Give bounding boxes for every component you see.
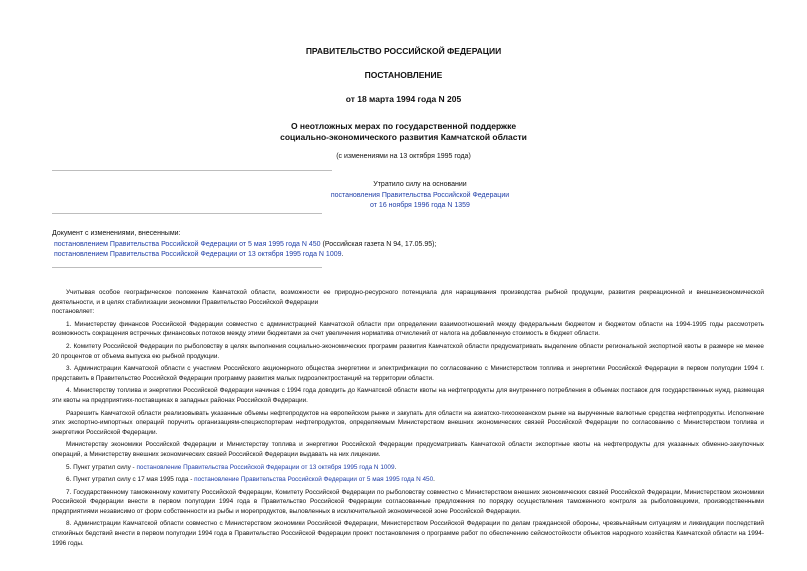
amendments-block — [52, 229, 752, 261]
paragraph-6-link[interactable]: постановление Правительства Российской Федерации от 5 мая 1995 года N 450 — [194, 476, 434, 484]
lost-force-link-line2[interactable]: от 16 ноября 1996 года N 1359 — [370, 202, 470, 209]
government-name: ПРАВИТЕЛЬСТВО РОССИЙСКОЙ ФЕДЕРАЦИИ — [305, 46, 502, 56]
paragraph-6-end: . — [433, 476, 435, 484]
paragraph-5-link[interactable]: постановление Правительства Российской Федерации от 13 октября 1995 года N 1009 — [136, 463, 395, 471]
amendment-item-source: (Российская газета N 94, 17.05.95); — [320, 240, 437, 248]
paragraph-3: 3. Администрации Камчатской области с участием Российского акционерного общества энергетики и электрификации по согласованию с Министерством топлива и энергетики Российской Федерации в первом полугодии 1994 г. представить в Правительство Российской Федерации программу развития малых гидроэлектростанций на территории области. — [52, 365, 764, 382]
paragraph-4-part-3: Министерству экономики Российской Федерации и Министерству топлива и энергетики Российской Федерации предусматривать Камчатской области экспортные квоты на нефтепродукты для указанных обменно-закупочных операций, а Министерству внешних экономических связей Российской Федерации выдавать на них лицензии. — [52, 441, 764, 458]
paragraph-2: 2. Комитету Российской Федерации по рыболовству в целях выполнения социально-экономических программ развития Камчатской области предусматривать выделение области региональной экспортной квоты в размере не менее 20 процентов от объема выпуска ею рыбной продукции. — [52, 342, 764, 360]
paragraph-5-end: . — [394, 463, 397, 471]
document-date-number: от 18 марта 1994 года N 205 — [345, 94, 462, 104]
paragraph-5-text: 5. Пункт утратил силу - — [66, 463, 137, 471]
document-body — [52, 288, 764, 548]
paragraph-1: 1. Министерству финансов Российской Федерации совместно с администрацией Камчатской области при определении взаимоотношений между федеральным бюджетом и бюджетом области на 1994-1995 годы рассмотреть возможность сокращения встречных финансовых потоков между этими бюджетами за счет увеличения норматива отчислений от налога на добавленную стоимость в бюджет области. — [52, 320, 764, 338]
amendment-link-1009[interactable]: постановлением Правительства Российской Федерации от 13 октября 1995 года N 1009 — [54, 251, 342, 258]
amendment-item-end: . — [341, 251, 344, 258]
amendment-item — [52, 240, 752, 251]
paragraph-6 — [52, 475, 764, 485]
amendment-link-450[interactable]: постановлением Правительства Российской Федерации от 5 мая 1995 года N 450 — [54, 240, 321, 248]
lost-force-link[interactable] — [330, 191, 510, 212]
paragraph-8: 8. Администрации Камчатской области совместно с Министерством экономики Российской Федерации, Министерством Российской Федерации по делам гражданской обороны, чрезвычайным ситуациям и ликвидации последствий стихийных бедствий внести в первом полугодии 1994 года в Правительство Российской Федерации проект постановления о программе работ по обеспечению сейсмостойкости объектов народного хозяйства Камчатской области на 1994-1996 годы. — [52, 520, 764, 547]
document-title — [0, 121, 807, 143]
document-type: ПОСТАНОВЛЕНИЕ — [364, 70, 443, 80]
lost-force-text: Утратило силу на основании — [373, 181, 467, 188]
document-title-line2: социально-экономического развития Камчатской области — [280, 132, 527, 142]
document-title-line1: О неотложных мерах по государственной поддержке — [290, 121, 517, 131]
decrees-word: постановляет: — [52, 308, 95, 316]
lost-force-note — [330, 180, 510, 212]
divider — [52, 170, 332, 171]
divider — [52, 213, 322, 214]
amended-note: (с изменениями на 13 октября 1995 года) — [336, 153, 471, 160]
paragraph-5 — [52, 463, 764, 473]
amendment-item — [52, 250, 752, 261]
lost-force-link-line1[interactable]: постановления Правительства Российской Федерации — [330, 191, 510, 199]
paragraph-4: 4. Министерству топлива и энергетики Российской Федерации начиная с 1994 года доводить до Камчатской области квоты на нефтепродукты для внутреннего потребления в объемах поставок для государственных нужд, размещая эти квоты на предприятиях-поставщиках в западных районах Российской Федерации. — [52, 387, 764, 404]
preamble: Учитывая особое географическое положение Камчатской области, возможности ее природно-ресурсного потенциала для наращивания производства рыбной продукции, развития рекреационной и внешнеэкономической деятельности, и в целях стабилизации экономики Правительство Российской Федерации — [52, 289, 764, 306]
paragraph-6-text: 6. Пункт утратил силу с 17 мая 1995 года - — [66, 476, 195, 484]
paragraph-7: 7. Государственному таможенному комитету Российской Федерации, Комитету Российской Федерации по рыболовству совместно с Министерством внешних экономических связей Российской Федерации, Министерством экономики Российской Федерации внести в первом полугодии 1994 года в Правительство Российской Федерации согласованные предложения по порядку осуществления таможенного контроля за рыболовецкими, производственными предприятиями независимо от форм собственности из рыбы и морепродуктов, выловленных в исключительной экономической зоне Российской Федерации. — [52, 488, 764, 515]
divider — [52, 267, 322, 268]
amendments-intro: Документ с изменениями, внесенными: — [52, 230, 181, 237]
paragraph-4-part-2: Разрешить Камчатской области реализовывать указанные объемы нефтепродуктов на европейском рынке и закупать для области на азиатско-тихоокеанском рынке на вырученные валютные средства нефтепродукты. Исполнение этих экспортно-импортных операций поручить организациям-спецэкспортерам нефтепродуктов, определяемым Министерством внешних экономических связей Российской Федерации по согласованию с Министерством топлива и энергетики Российской Федерации. — [52, 409, 764, 436]
